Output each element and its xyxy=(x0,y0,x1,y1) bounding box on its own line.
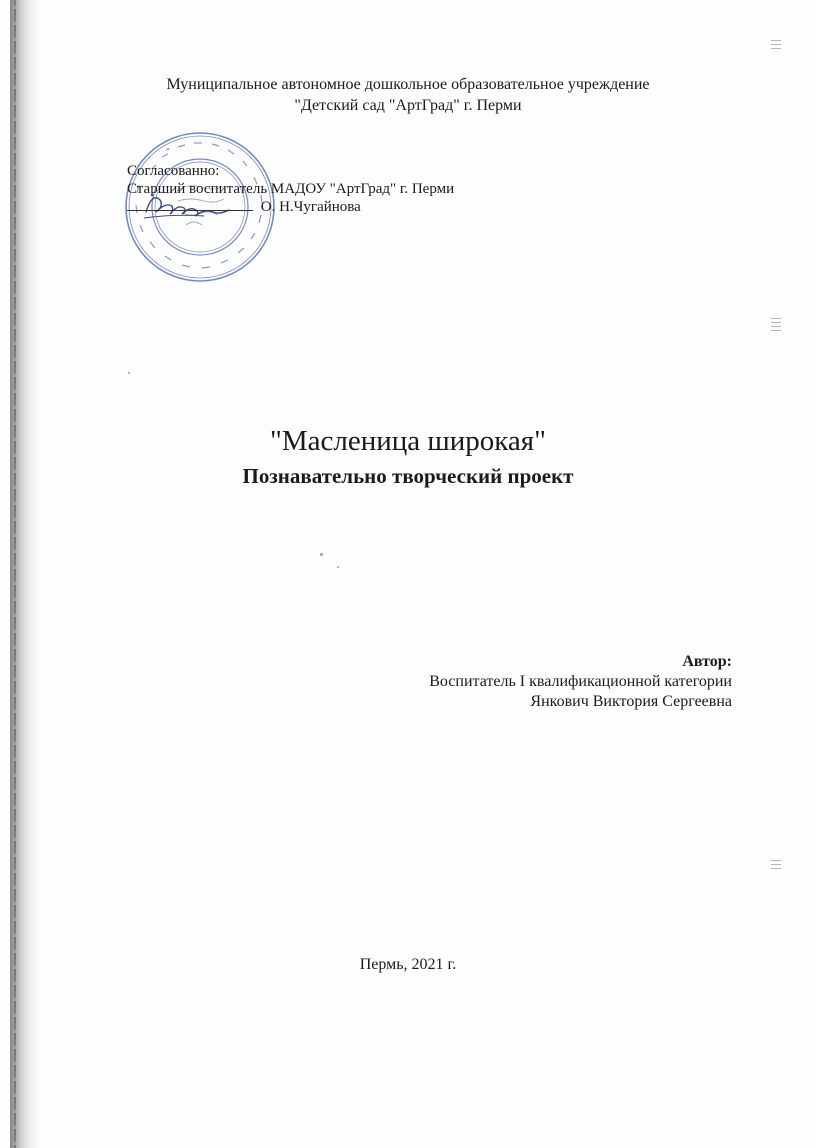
approval-name: О. Н.Чугайнова xyxy=(260,199,361,215)
project-title: "Масленица широкая" xyxy=(270,425,546,457)
author-name: Янкович Виктория Сергеевна xyxy=(530,693,732,710)
scan-right-marks xyxy=(771,40,781,52)
author-label: Автор: xyxy=(682,653,732,670)
signature-line xyxy=(127,198,253,211)
author-position: Воспитатель I квалификационной категории xyxy=(429,673,732,690)
scan-right-marks xyxy=(771,318,781,334)
approval-label: Согласованно: xyxy=(127,163,220,179)
scan-right-marks xyxy=(771,860,781,872)
approval-position: Старший воспитатель МАДОУ "АртГрад" г. Перми xyxy=(127,181,455,197)
institution-header xyxy=(0,74,816,116)
project-subtitle: Познавательно творческий проект xyxy=(242,464,574,488)
place-year: Пермь, 2021 г. xyxy=(359,956,457,973)
institution-name: Муниципальное автономное дошкольное образовательное учреждение xyxy=(166,76,650,93)
approval-block xyxy=(127,162,454,216)
scan-speck xyxy=(128,372,130,374)
scan-edge-line xyxy=(14,0,16,1148)
institution-subname: "Детский сад "АртГрад" г. Перми xyxy=(294,97,522,114)
scan-speck xyxy=(320,553,323,556)
approval-signature-row xyxy=(127,198,454,216)
scan-speck xyxy=(337,566,339,568)
author-block xyxy=(429,652,732,712)
